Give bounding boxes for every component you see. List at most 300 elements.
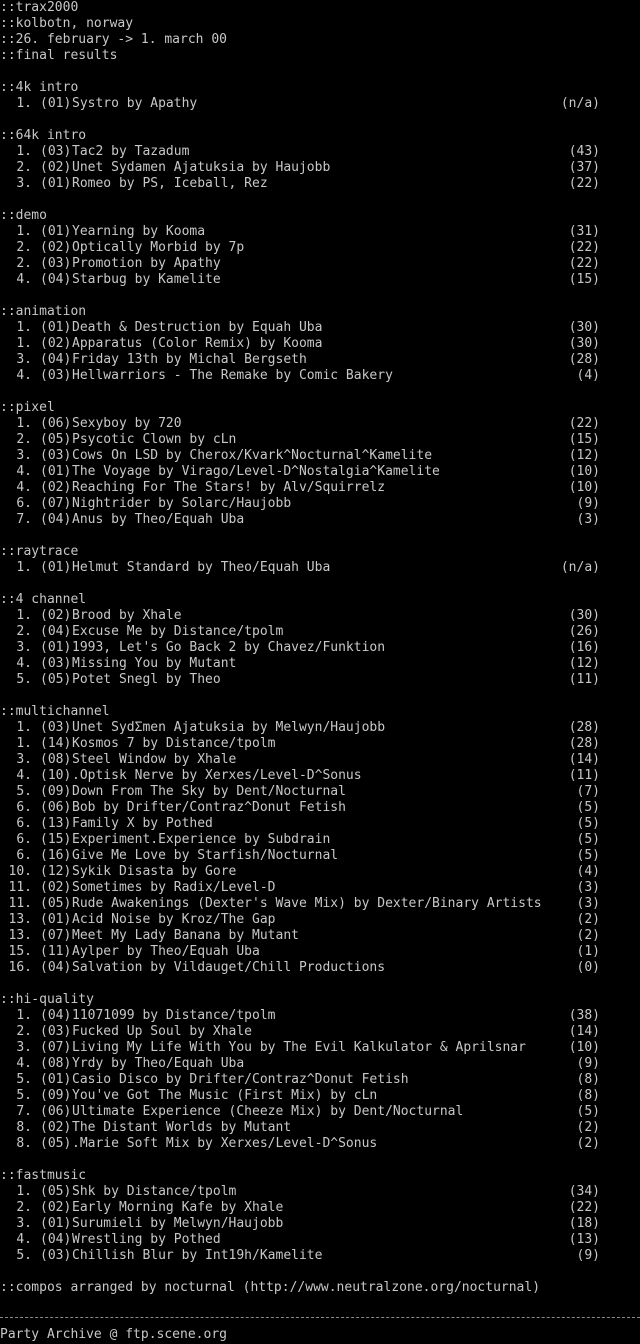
result-row xyxy=(0,656,640,672)
result-order: (03) xyxy=(40,1024,72,1039)
spacer xyxy=(32,560,40,576)
spacer xyxy=(385,640,560,656)
result-row xyxy=(0,512,640,528)
result-row xyxy=(0,1200,640,1216)
result-title: Nightrider by Solarc/Haujobb xyxy=(72,496,292,511)
spacer xyxy=(236,1184,560,1200)
result-order: (16) xyxy=(40,848,72,863)
compo-section xyxy=(0,704,640,992)
spacer xyxy=(32,768,40,784)
spacer xyxy=(32,1232,40,1248)
spacer xyxy=(600,1184,640,1200)
spacer xyxy=(600,944,640,960)
spacer xyxy=(252,1024,560,1040)
spacer xyxy=(600,352,640,368)
spacer xyxy=(32,1104,40,1120)
spacer xyxy=(276,1008,561,1024)
result-order: (05) xyxy=(40,1136,72,1151)
spacer xyxy=(32,1216,40,1232)
spacer xyxy=(322,320,560,336)
result-rank: 4. xyxy=(16,768,32,783)
result-order: (04) xyxy=(40,960,72,975)
result-order: (04) xyxy=(40,624,72,639)
spacer xyxy=(283,1216,560,1232)
spacer xyxy=(205,224,560,240)
result-score: (9) xyxy=(576,1056,600,1071)
spacer xyxy=(600,480,640,496)
result-rank: 2. xyxy=(16,240,32,255)
spacer xyxy=(600,416,640,432)
compo-section xyxy=(0,992,640,1168)
result-row xyxy=(0,816,640,832)
result-order: (13) xyxy=(40,816,72,831)
result-order: (01) xyxy=(40,640,72,655)
spacer xyxy=(377,1136,560,1152)
result-rank: 7. xyxy=(16,512,32,527)
result-title: Cows On LSD by Cherox/Kvark^Nocturnal^Kamelite xyxy=(72,448,433,463)
result-order: (01) xyxy=(40,320,72,335)
result-title: Casio Disco by Drifter/Contraz^Donut Fetish xyxy=(72,1072,409,1087)
result-score: (22) xyxy=(568,176,600,191)
spacer xyxy=(600,848,640,864)
spacer xyxy=(283,1200,560,1216)
result-score: (12) xyxy=(568,656,600,671)
spacer xyxy=(600,1088,640,1104)
result-row xyxy=(0,864,640,880)
result-rank: 4. xyxy=(16,272,32,287)
result-row xyxy=(0,464,640,480)
spacer xyxy=(600,656,640,672)
result-rank: 1. xyxy=(16,560,32,575)
result-order: (06) xyxy=(40,416,72,431)
result-score: (5) xyxy=(576,816,600,831)
result-score: (2) xyxy=(576,928,600,943)
result-row xyxy=(0,800,640,816)
result-rank: 3. xyxy=(16,448,32,463)
result-score: (13) xyxy=(568,1232,600,1247)
blank-line xyxy=(0,384,640,400)
spacer xyxy=(600,272,640,288)
result-title: Promotion by Apathy xyxy=(72,256,221,271)
result-order: (12) xyxy=(40,864,72,879)
result-row xyxy=(0,608,640,624)
result-order: (05) xyxy=(40,896,72,911)
result-title: .Optisk Nerve by Xerxes/Level-D^Sonus xyxy=(72,768,362,783)
result-order: (07) xyxy=(40,496,72,511)
result-rank: 4. xyxy=(16,480,32,495)
result-row xyxy=(0,880,640,896)
spacer xyxy=(600,1040,640,1056)
result-row xyxy=(0,272,640,288)
result-title: Salvation by Vildauget/Chill Productions xyxy=(72,960,386,975)
result-title: Early Morning Kafe by Xhale xyxy=(72,1200,284,1215)
result-title: Friday 13th by Michal Bergseth xyxy=(72,352,307,367)
result-row xyxy=(0,1248,640,1264)
spacer xyxy=(32,224,40,240)
result-score: (14) xyxy=(568,1024,600,1039)
spacer xyxy=(600,800,640,816)
spacer xyxy=(32,1248,40,1264)
spacer xyxy=(32,880,40,896)
result-rank: 2. xyxy=(16,256,32,271)
result-rank: 6. xyxy=(16,800,32,815)
spacer xyxy=(32,832,40,848)
result-score: (8) xyxy=(576,1072,600,1087)
result-row xyxy=(0,160,640,176)
spacer xyxy=(330,160,560,176)
result-title: Reaching For The Stars! by Alv/Squirrelz xyxy=(72,480,386,495)
result-score: (3) xyxy=(576,880,600,895)
result-title: Kosmos 7 by Distance/tpolm xyxy=(72,736,276,751)
result-score: (5) xyxy=(576,800,600,815)
spacer xyxy=(600,736,640,752)
spacer xyxy=(32,784,40,800)
header-line-party: ::trax2000 xyxy=(0,0,79,15)
result-order: (01) xyxy=(40,96,72,111)
result-row xyxy=(0,256,640,272)
spacer xyxy=(600,720,640,736)
spacer xyxy=(346,784,560,800)
result-score: (37) xyxy=(568,160,600,175)
spacer xyxy=(32,928,40,944)
spacer xyxy=(440,464,560,480)
result-rank: 1. xyxy=(16,608,32,623)
blank-line xyxy=(0,288,640,304)
section-heading: ::4k intro xyxy=(0,80,79,95)
result-title: Missing You by Mutant xyxy=(72,656,237,671)
result-score: (22) xyxy=(568,1200,600,1215)
result-order: (06) xyxy=(40,1104,72,1119)
result-row xyxy=(0,736,640,752)
spacer xyxy=(463,1104,560,1120)
result-row xyxy=(0,1184,640,1200)
result-row xyxy=(0,96,640,112)
spacer xyxy=(32,912,40,928)
result-order: (05) xyxy=(40,672,72,687)
result-title: Sometimes by Radix/Level-D xyxy=(72,880,276,895)
spacer xyxy=(32,336,40,352)
result-score: (15) xyxy=(568,272,600,287)
spacer xyxy=(385,960,560,976)
result-order: (08) xyxy=(40,752,72,767)
result-order: (03) xyxy=(40,368,72,383)
spacer xyxy=(600,912,640,928)
spacer xyxy=(393,368,560,384)
section-heading: ::multichannel xyxy=(0,704,110,719)
spacer xyxy=(338,848,560,864)
result-row xyxy=(0,1008,640,1024)
compo-section xyxy=(0,1168,640,1280)
result-title: 1993, Let's Go Back 2 by Chavez/Funktion xyxy=(72,640,386,655)
spacer xyxy=(32,672,40,688)
result-order: (01) xyxy=(40,464,72,479)
result-score: (5) xyxy=(576,1104,600,1119)
result-rank: 4. xyxy=(16,368,32,383)
spacer xyxy=(600,1104,640,1120)
result-row xyxy=(0,784,640,800)
spacer xyxy=(362,768,560,784)
result-score: (1) xyxy=(576,944,600,959)
result-score: (28) xyxy=(568,352,600,367)
result-score: (4) xyxy=(576,864,600,879)
credits-line: ::compos arranged by nocturnal (http://www.neutralzone.org/nocturnal) xyxy=(0,1280,541,1295)
section-heading: ::demo xyxy=(0,208,47,223)
result-order: (11) xyxy=(40,944,72,959)
spacer xyxy=(299,928,560,944)
section-heading: ::pixel xyxy=(0,400,55,415)
result-row xyxy=(0,912,640,928)
spacer xyxy=(197,96,560,112)
result-order: (02) xyxy=(40,160,72,175)
spacer xyxy=(32,480,40,496)
result-order: (04) xyxy=(40,352,72,367)
spacer xyxy=(32,496,40,512)
result-row xyxy=(0,896,640,912)
result-rank: 3. xyxy=(16,640,32,655)
result-rank: 3. xyxy=(16,1040,32,1055)
result-title: Helmut Standard by Theo/Equah Uba xyxy=(72,560,331,575)
spacer xyxy=(600,624,640,640)
result-row xyxy=(0,1024,640,1040)
spacer xyxy=(32,864,40,880)
spacer xyxy=(600,96,640,112)
result-row xyxy=(0,368,640,384)
result-rank: 16. xyxy=(8,960,32,975)
spacer xyxy=(330,560,560,576)
spacer xyxy=(600,512,640,528)
spacer xyxy=(32,720,40,736)
result-title: Potet Snegl by Theo xyxy=(72,672,221,687)
spacer xyxy=(32,416,40,432)
spacer xyxy=(244,240,560,256)
result-score: (2) xyxy=(576,912,600,927)
result-row xyxy=(0,960,640,976)
spacer xyxy=(600,176,640,192)
result-score: (3) xyxy=(576,896,600,911)
result-row xyxy=(0,416,640,432)
result-title: Starbug by Kamelite xyxy=(72,272,221,287)
result-rank: 8. xyxy=(16,1120,32,1135)
spacer xyxy=(244,1056,560,1072)
footer-divider xyxy=(0,1317,640,1318)
result-title: Death & Destruction by Equah Uba xyxy=(72,320,323,335)
result-title: Sykik Disasta by Gore xyxy=(72,864,237,879)
result-row xyxy=(0,448,640,464)
section-heading: ::4 channel xyxy=(0,592,87,607)
spacer xyxy=(542,896,560,912)
spacer xyxy=(600,1024,640,1040)
spacer xyxy=(32,1184,40,1200)
result-title: Brood by Xhale xyxy=(72,608,182,623)
blank-line xyxy=(0,688,640,704)
result-row xyxy=(0,832,640,848)
spacer xyxy=(32,656,40,672)
spacer xyxy=(600,640,640,656)
spacer xyxy=(322,336,560,352)
spacer xyxy=(32,800,40,816)
result-rank: 4. xyxy=(16,656,32,671)
result-title: Family X by Pothed xyxy=(72,816,213,831)
spacer xyxy=(600,1072,640,1088)
result-row xyxy=(0,144,640,160)
result-row xyxy=(0,848,640,864)
spacer xyxy=(32,1024,40,1040)
result-order: (15) xyxy=(40,832,72,847)
blank-line xyxy=(0,576,640,592)
spacer xyxy=(600,320,640,336)
result-row xyxy=(0,176,640,192)
result-score: (4) xyxy=(576,368,600,383)
result-order: (10) xyxy=(40,768,72,783)
spacer xyxy=(32,1056,40,1072)
section-heading: ::64k intro xyxy=(0,128,87,143)
spacer xyxy=(236,656,560,672)
spacer xyxy=(32,1008,40,1024)
result-row xyxy=(0,928,640,944)
result-score: (11) xyxy=(568,672,600,687)
section-heading: ::animation xyxy=(0,304,87,319)
spacer xyxy=(32,512,40,528)
spacer xyxy=(330,832,560,848)
spacer xyxy=(32,320,40,336)
spacer xyxy=(283,624,560,640)
spacer xyxy=(32,96,40,112)
spacer xyxy=(600,1232,640,1248)
header-line-title: ::final results xyxy=(0,48,118,63)
compo-section xyxy=(0,80,640,128)
result-title: Fucked Up Soul by Xhale xyxy=(72,1024,253,1039)
spacer xyxy=(32,1136,40,1152)
spacer xyxy=(307,352,560,368)
result-score: (28) xyxy=(568,720,600,735)
result-score: (15) xyxy=(568,432,600,447)
compo-sections xyxy=(0,80,640,1280)
spacer xyxy=(276,912,561,928)
result-title: Anus by Theo/Equah Uba xyxy=(72,512,245,527)
spacer xyxy=(600,752,640,768)
spacer xyxy=(32,608,40,624)
spacer xyxy=(600,880,640,896)
result-order: (02) xyxy=(40,336,72,351)
result-rank: 1. xyxy=(16,96,32,111)
result-rank: 1. xyxy=(16,1008,32,1023)
result-order: (04) xyxy=(40,1008,72,1023)
result-title: Unet SydΣmen Ajatuksia by Melwyn/Haujobb xyxy=(72,720,386,735)
spacer xyxy=(600,1216,640,1232)
blank-line xyxy=(0,64,640,80)
spacer xyxy=(32,752,40,768)
result-score: (n/a) xyxy=(560,560,600,575)
result-title: Apparatus (Color Remix) by Kooma xyxy=(72,336,323,351)
result-score: (16) xyxy=(568,640,600,655)
result-order: (14) xyxy=(40,736,72,751)
archive-footer: Party Archive @ ftp.scene.org xyxy=(0,1327,227,1342)
result-score: (22) xyxy=(568,240,600,255)
spacer xyxy=(600,432,640,448)
spacer xyxy=(32,960,40,976)
spacer xyxy=(32,176,40,192)
spacer xyxy=(600,1120,640,1136)
result-title: The Distant Worlds by Mutant xyxy=(72,1120,292,1135)
spacer xyxy=(32,848,40,864)
result-score: (9) xyxy=(576,496,600,511)
result-rank: 5. xyxy=(16,784,32,799)
result-rank: 1. xyxy=(16,320,32,335)
result-score: (22) xyxy=(568,416,600,431)
spacer xyxy=(236,864,560,880)
spacer xyxy=(600,1056,640,1072)
spacer xyxy=(600,816,640,832)
spacer xyxy=(182,416,560,432)
result-rank: 1. xyxy=(16,720,32,735)
spacer xyxy=(32,240,40,256)
spacer xyxy=(236,752,560,768)
result-order: (02) xyxy=(40,1120,72,1135)
spacer xyxy=(346,800,560,816)
result-row xyxy=(0,1216,640,1232)
spacer xyxy=(600,784,640,800)
spacer xyxy=(236,432,560,448)
result-rank: 2. xyxy=(16,160,32,175)
result-order: (03) xyxy=(40,448,72,463)
result-order: (03) xyxy=(40,1248,72,1263)
spacer xyxy=(32,1088,40,1104)
result-score: (11) xyxy=(568,768,600,783)
section-heading: ::hi-quality xyxy=(0,992,94,1007)
result-title: Meet My Lady Banana by Mutant xyxy=(72,928,299,943)
result-order: (03) xyxy=(40,720,72,735)
compo-section xyxy=(0,208,640,304)
result-score: (22) xyxy=(568,256,600,271)
result-order: (02) xyxy=(40,880,72,895)
result-score: (3) xyxy=(576,512,600,527)
result-title: Yrdy by Theo/Equah Uba xyxy=(72,1056,245,1071)
result-order: (01) xyxy=(40,1216,72,1231)
spacer xyxy=(32,368,40,384)
spacer xyxy=(32,736,40,752)
result-order: (02) xyxy=(40,1200,72,1215)
result-title: Acid Noise by Kroz/The Gap xyxy=(72,912,276,927)
result-row xyxy=(0,944,640,960)
result-row xyxy=(0,432,640,448)
spacer xyxy=(600,608,640,624)
spacer xyxy=(182,608,560,624)
spacer xyxy=(32,896,40,912)
result-row xyxy=(0,752,640,768)
result-title: Chillish Blur by Int19h/Kamelite xyxy=(72,1248,323,1263)
header-line-dates: ::26. february -> 1. march 00 xyxy=(0,32,227,47)
spacer xyxy=(221,672,560,688)
result-row xyxy=(0,1088,640,1104)
result-rank: 15. xyxy=(8,944,32,959)
result-row xyxy=(0,720,640,736)
spacer xyxy=(213,816,560,832)
result-rank: 6. xyxy=(16,848,32,863)
compo-section xyxy=(0,304,640,400)
result-row xyxy=(0,240,640,256)
result-order: (02) xyxy=(40,240,72,255)
result-title: Yearning by Kooma xyxy=(72,224,206,239)
spacer xyxy=(600,256,640,272)
spacer xyxy=(600,464,640,480)
result-rank: 5. xyxy=(16,1072,32,1087)
spacer xyxy=(32,272,40,288)
result-title: You've Got The Music (First Mix) by cLn xyxy=(72,1088,378,1103)
result-title: Steel Window by Xhale xyxy=(72,752,237,767)
spacer xyxy=(268,176,560,192)
spacer xyxy=(377,1088,560,1104)
spacer xyxy=(600,448,640,464)
